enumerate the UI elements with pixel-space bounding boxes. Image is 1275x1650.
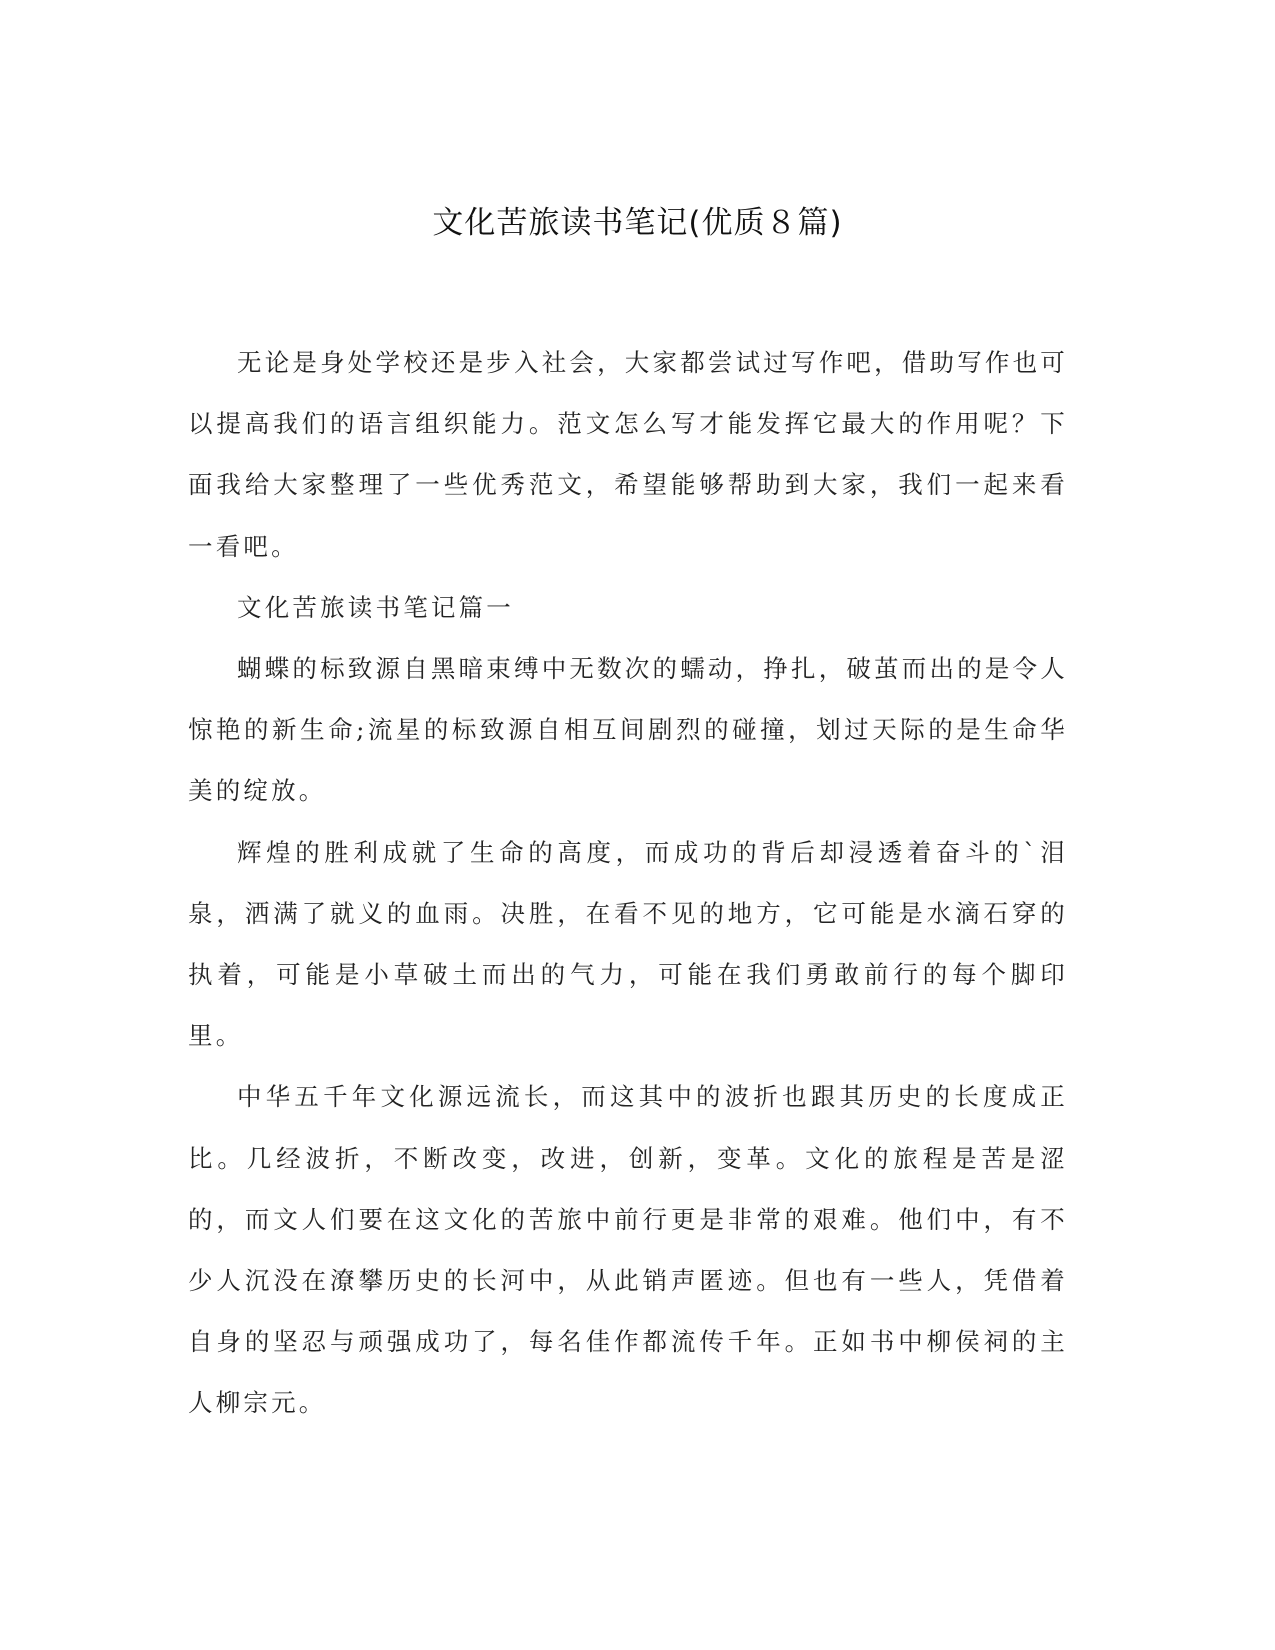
body-paragraph: 蝴蝶的标致源自黑暗束缚中无数次的蠕动，挣扎，破茧而出的是令人惊艳的新生命;流星的标致源自相互间剧烈的碰撞，划过天际的是生命华美的绽放。 [188, 654, 1068, 806]
document-title: 文化苦旅读书笔记(优质８篇) [432, 205, 843, 241]
intro-paragraph: 无论是身处学校还是步入社会，大家都尝试过写作吧，借助写作也可以提高我们的语言组织能力。范文怎么写才能发挥它最大的作用呢？下面我给大家整理了一些优秀范文，希望能够帮助到大家，我们一起来看一看吧。 [188, 348, 1068, 561]
section-heading: 文化苦旅读书笔记篇一 [237, 592, 514, 622]
body-paragraph: 辉煌的胜利成就了生命的高度，而成功的背后却浸透着奋斗的`泪泉，洒满了就义的血雨。决胜，在看不见的地方，它可能是水滴石穿的执着，可能是小草破土而出的气力，可能在我们勇敢前行的每个脚印里。 [188, 837, 1068, 1051]
body-paragraph: 中华五千年文化源远流长，而这其中的波折也跟其历史的长度成正比。几经波折，不断改变，改进，创新，变革。文化的旅程是苦是涩的，而文人们要在这文化的苦旅中前行更是非常的艰难。他们中，有不少人沉没在潦攀历史的长河中，从此销声匿迹。但也有一些人，凭借着自身的坚忍与顽强成功了，每名佳作都流传千年。正如书中柳侯祠的主人柳宗元。 [188, 1082, 1068, 1418]
document-body [188, 332, 1068, 1434]
